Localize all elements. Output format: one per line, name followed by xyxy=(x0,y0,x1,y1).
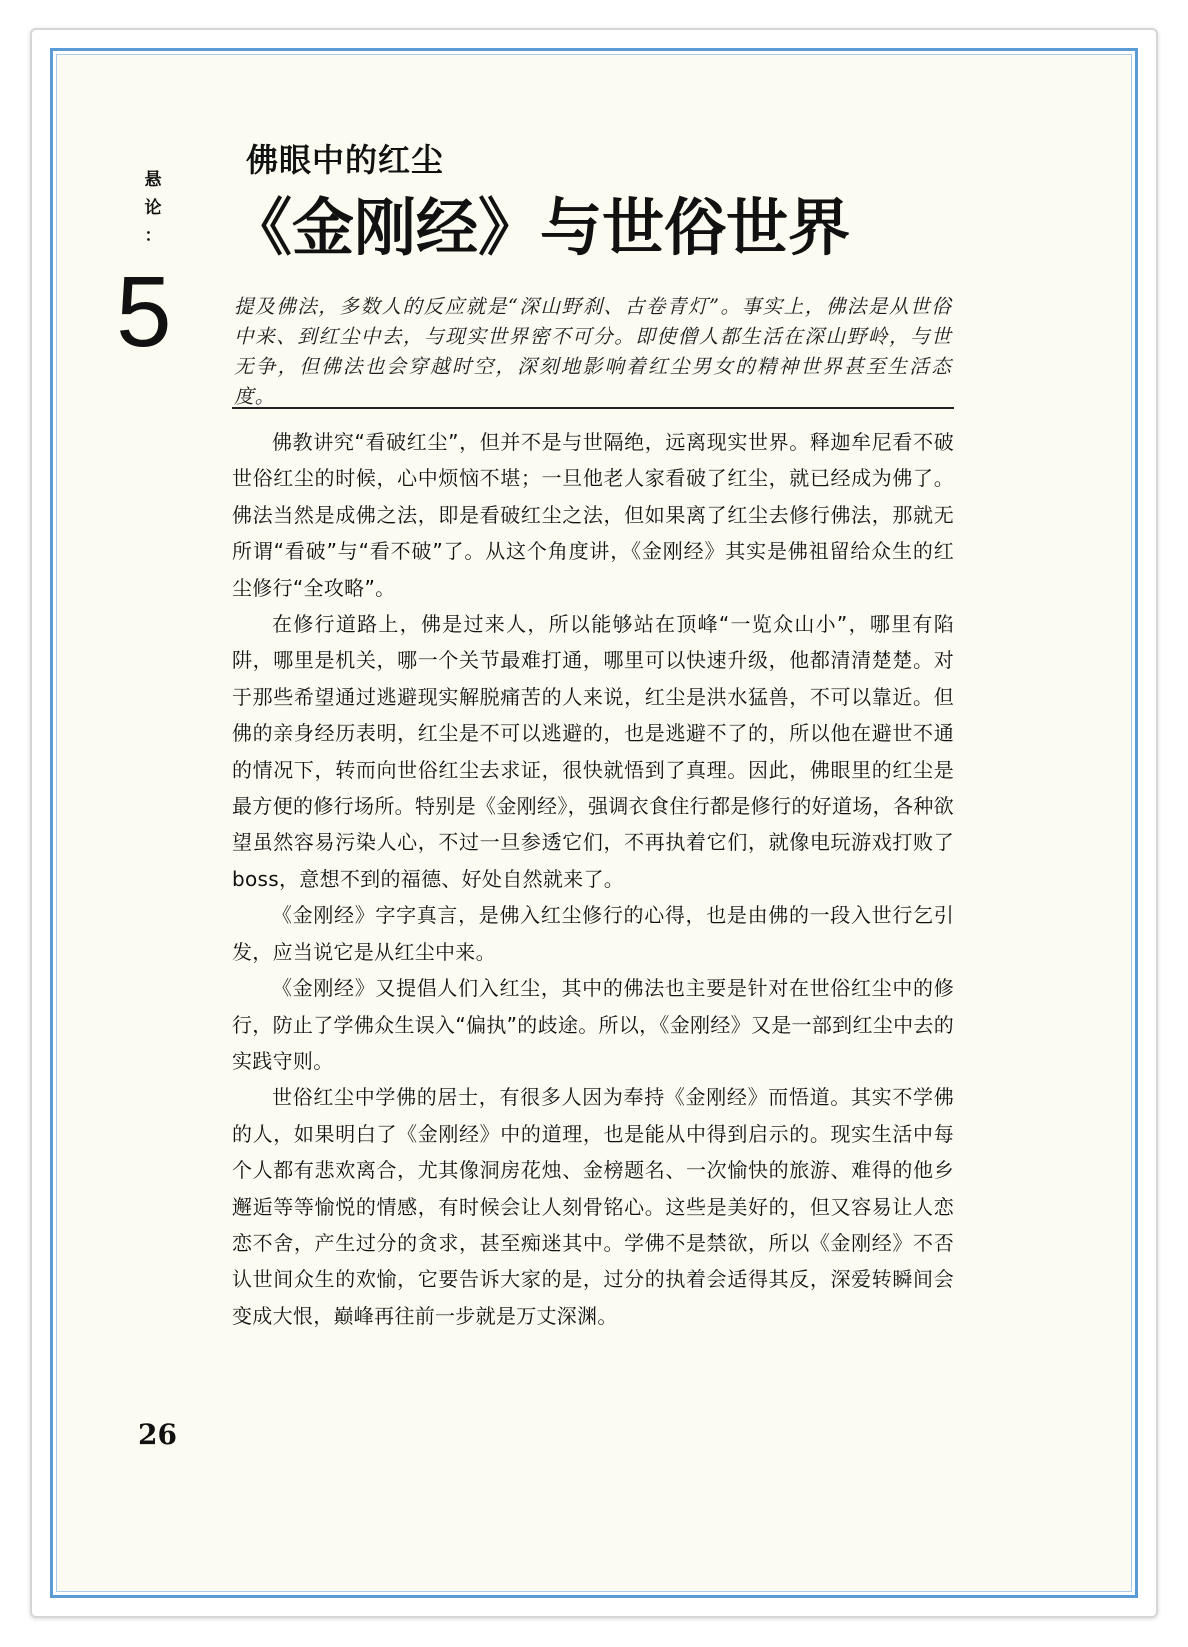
chapter-intro: 提及佛法，多数人的反应就是“深山野刹、古卷青灯”。事实上，佛法是从世俗中来、到红尘中去，与现实世界密不可分。即使僧人都生活在深山野岭，与世无争，但佛法也会穿越时空，深刻地影响着红尘男女的精神世界甚至生活态度。 xyxy=(234,295,952,408)
section-side-label xyxy=(140,166,166,250)
chapter-number: 5 xyxy=(116,256,172,368)
intro-divider xyxy=(232,407,954,409)
side-label-char: 悬 xyxy=(144,170,162,190)
body-paragraph: 《金刚经》字字真言，是佛入红尘修行的心得，也是由佛的一段入世行乞引发，应当说它是从红尘中来。 xyxy=(232,903,954,964)
body-paragraph: 世俗红尘中学佛的居士，有很多人因为奉持《金刚经》而悟道。其实不学佛的人，如果明白了《金刚经》中的道理，也是能从中得到启示的。现实生活中每个人都有悲欢离合，尤其像洞房花烛、金榜题名、一次愉快的旅游、难得的他乡邂逅等等愉悦的情感，有时候会让人刻骨铭心。这些是美好的，但又容易让人恋恋不舍，产生过分的贪求，甚至痴迷其中。学佛不是禁欲，所以《金刚经》不否认世间众生的欢愉，它要告诉大家的是，过分的执着会适得其反，深爱转瞬间会变成大恨，巅峰再往前一步就是万丈深渊。 xyxy=(232,1085,954,1328)
chapter-title: 《金刚经》与世俗世界 xyxy=(230,191,851,264)
side-label-char: 论 xyxy=(144,198,162,218)
body-paragraph: 《金刚经》又提倡人们入红尘，其中的佛法也主要是针对在世俗红尘中的修行，防止了学佛众生误入“偏执”的歧途。所以，《金刚经》又是一部到红尘中去的实践守则。 xyxy=(232,976,954,1073)
side-label-char: ： xyxy=(144,226,162,246)
body-paragraph: 佛教讲究“看破红尘”，但并不是与世隔绝，远离现实世界。释迦牟尼看不破世俗红尘的时候，心中烦恼不堪；一旦他老人家看破了红尘，就已经成为佛了。佛法当然是成佛之法，即是看破红尘之法，但如果离了红尘去修行佛法，那就无所谓“看破”与“看不破”了。从这个角度讲，《金刚经》其实是佛祖留给众生的红尘修行“全攻略”。 xyxy=(232,430,954,600)
chapter-subtitle: 佛眼中的红尘 xyxy=(246,141,445,179)
body-paragraph: 在修行道路上，佛是过来人，所以能够站在顶峰“一览众山小”，哪里有陷阱，哪里是机关，哪一个关节最难打通，哪里可以快速升级，他都清清楚楚。对于那些希望通过逃避现实解脱痛苦的人来说，红尘是洪水猛兽，不可以靠近。但佛的亲身经历表明，红尘是不可以逃避的，也是逃避不了的，所以他在避世不通的情况下，转而向世俗红尘去求证，很快就悟到了真理。因此，佛眼里的红尘是最方便的修行场所。特别是《金刚经》，强调衣食住行都是修行的好道场，各种欲望虽然容易污染人心，不过一旦参透它们，不再执着它们，就像电玩游戏打败了boss，意想不到的福德、好处自然就来了。 xyxy=(232,612,954,891)
page-number: 26 xyxy=(138,1418,177,1451)
chapter-body xyxy=(232,424,954,1334)
